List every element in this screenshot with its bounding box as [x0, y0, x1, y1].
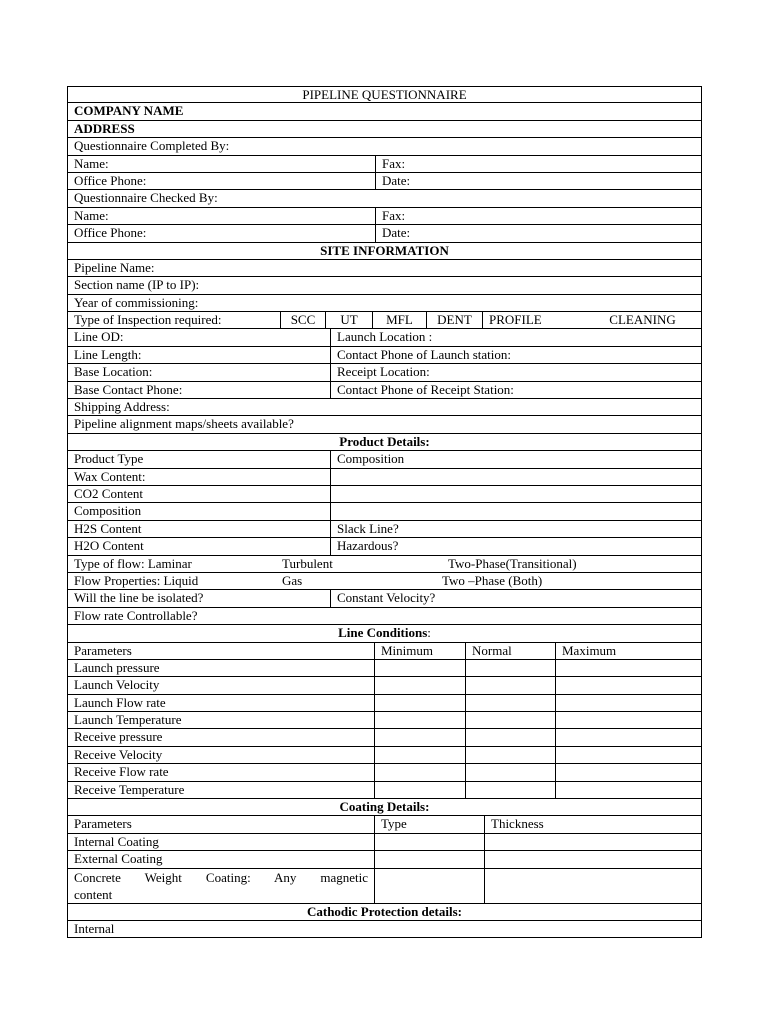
- contact-launch-field[interactable]: Contact Phone of Launch station:: [330, 347, 701, 363]
- flow-type-laminar[interactable]: Type of flow: Laminar: [74, 555, 192, 571]
- coating-col-parameters: Parameters: [74, 816, 132, 832]
- composition-row[interactable]: [67, 503, 702, 520]
- lc-param: Launch Flow rate: [74, 694, 166, 710]
- inspection-option-profile[interactable]: PROFILE: [482, 312, 584, 328]
- lc-max-cell[interactable]: [555, 764, 701, 780]
- concrete-weight-coating-label: [68, 869, 374, 903]
- coating-type-cell[interactable]: [374, 869, 484, 903]
- coating-param: External Coating: [74, 851, 163, 867]
- coating-header-row: [67, 816, 702, 833]
- lc-col-minimum: Minimum: [374, 643, 465, 659]
- checked-date-field[interactable]: Date:: [375, 225, 701, 241]
- lc-normal-cell[interactable]: [465, 764, 555, 780]
- completed-date-field[interactable]: Date:: [375, 173, 701, 189]
- site-info-heading-row: [67, 243, 702, 260]
- slack-line-field[interactable]: Slack Line?: [330, 521, 701, 537]
- wax-row[interactable]: [67, 469, 702, 486]
- lc-min-cell[interactable]: [374, 695, 465, 711]
- co2-blank-cell[interactable]: [330, 486, 701, 502]
- flow-properties-row[interactable]: [67, 573, 702, 590]
- inspection-type-row: [67, 312, 702, 329]
- lc-param: Receive Flow rate: [74, 764, 169, 780]
- base-contact-row[interactable]: [67, 382, 702, 399]
- base-location-field[interactable]: Base Location:: [74, 364, 153, 380]
- line-conditions-title: Line Conditions: [338, 625, 428, 641]
- table-row[interactable]: [67, 729, 702, 746]
- line-conditions-heading: [68, 625, 701, 641]
- lc-min-cell[interactable]: [374, 764, 465, 780]
- table-row[interactable]: [67, 782, 702, 799]
- lc-normal-cell[interactable]: [465, 782, 555, 798]
- lc-param: Launch Temperature: [74, 712, 182, 728]
- shipping-address-field[interactable]: Shipping Address:: [74, 399, 170, 415]
- flow-props-two-phase[interactable]: Two –Phase (Both): [442, 572, 543, 588]
- cathodic-internal-field[interactable]: Internal: [74, 920, 115, 936]
- cathodic-protection-heading: Cathodic Protection details:: [306, 903, 463, 919]
- company-name-row[interactable]: [67, 103, 702, 120]
- composition-header-field[interactable]: Composition: [330, 451, 701, 467]
- contact-receipt-field[interactable]: Contact Phone of Receipt Station:: [330, 382, 701, 398]
- lc-max-cell[interactable]: [555, 729, 701, 745]
- lc-param: Receive Velocity: [74, 746, 163, 762]
- h2o-row[interactable]: [67, 538, 702, 555]
- completed-by-phone-row[interactable]: [67, 173, 702, 190]
- form-title: PIPELINE QUESTIONNAIRE: [302, 87, 467, 102]
- pipeline-name-field[interactable]: Pipeline Name:: [74, 259, 155, 275]
- lc-col-maximum: Maximum: [555, 643, 701, 659]
- hazardous-field[interactable]: Hazardous?: [330, 538, 701, 554]
- checked-phone-field[interactable]: Office Phone:: [74, 225, 147, 241]
- flow-type-two-phase[interactable]: Two-Phase(Transitional): [448, 555, 577, 571]
- inspection-option-mfl[interactable]: MFL: [372, 312, 426, 328]
- isolated-field[interactable]: Will the line be isolated?: [74, 590, 204, 606]
- lc-max-cell[interactable]: [555, 677, 701, 693]
- concrete-coating-line1: Concrete Weight Coating: Any magnetic: [74, 869, 368, 885]
- lc-min-cell[interactable]: [374, 782, 465, 798]
- line-conditions-colon: :: [427, 625, 431, 641]
- coating-col-type: Type: [374, 816, 484, 832]
- table-row[interactable]: [67, 677, 702, 694]
- constant-velocity-field[interactable]: Constant Velocity?: [330, 590, 701, 606]
- checked-by-row: [67, 190, 702, 207]
- line-od-field[interactable]: Line OD:: [74, 329, 124, 345]
- coating-thickness-cell[interactable]: [484, 851, 701, 867]
- coating-thickness-cell[interactable]: [484, 869, 701, 903]
- table-row[interactable]: [67, 695, 702, 712]
- company-name-label: COMPANY NAME: [74, 103, 184, 119]
- lc-param: Receive Temperature: [74, 781, 185, 797]
- year-field[interactable]: Year of commissioning:: [74, 294, 199, 310]
- coating-param: Internal Coating: [74, 833, 159, 849]
- address-row[interactable]: [67, 121, 702, 138]
- shipping-row[interactable]: [67, 399, 702, 416]
- completed-by-name-row[interactable]: [67, 156, 702, 173]
- co2-content-field[interactable]: CO2 Content: [74, 485, 143, 501]
- coating-col-thickness: Thickness: [484, 816, 701, 832]
- lc-normal-cell[interactable]: [465, 677, 555, 693]
- h2s-content-field[interactable]: H2S Content: [74, 520, 142, 536]
- lc-max-cell[interactable]: [555, 747, 701, 763]
- lc-min-cell[interactable]: [374, 677, 465, 693]
- wax-content-field[interactable]: Wax Content:: [74, 468, 146, 484]
- table-row[interactable]: [67, 747, 702, 764]
- product-type-field[interactable]: Product Type: [74, 451, 144, 467]
- controllable-field[interactable]: Flow rate Controllable?: [74, 607, 198, 623]
- inspection-option-ut[interactable]: UT: [325, 312, 372, 328]
- lc-param: Launch Velocity: [74, 677, 160, 693]
- completed-name-field[interactable]: Name:: [74, 155, 109, 171]
- completed-phone-field[interactable]: Office Phone:: [74, 172, 147, 188]
- composition-field[interactable]: Composition: [74, 503, 142, 519]
- lc-min-cell[interactable]: [374, 729, 465, 745]
- pipeline-questionnaire-form: [67, 86, 702, 938]
- section-name-field[interactable]: Section name (IP to IP):: [74, 277, 200, 293]
- flow-props-gas[interactable]: Gas: [282, 572, 303, 588]
- coating-type-cell[interactable]: [374, 834, 484, 850]
- line-od-row[interactable]: [67, 329, 702, 346]
- h2o-content-field[interactable]: H2O Content: [74, 538, 144, 554]
- lc-param: Receive pressure: [74, 729, 163, 745]
- coating-type-cell[interactable]: [374, 851, 484, 867]
- concrete-coating-line2: content: [74, 886, 113, 902]
- flow-type-row[interactable]: [67, 556, 702, 573]
- table-row[interactable]: [67, 869, 702, 904]
- wax-blank-cell[interactable]: [330, 469, 701, 485]
- composition-blank-cell[interactable]: [330, 503, 701, 519]
- cathodic-heading-row: [67, 904, 702, 921]
- cathodic-internal-row[interactable]: [67, 921, 702, 938]
- completed-by-row: [67, 138, 702, 155]
- lc-max-cell[interactable]: [555, 660, 701, 676]
- h2s-row[interactable]: [67, 521, 702, 538]
- line-length-field[interactable]: Line Length:: [74, 346, 142, 362]
- completed-fax-field[interactable]: Fax:: [375, 156, 701, 172]
- product-type-row[interactable]: [67, 451, 702, 468]
- lc-max-cell[interactable]: [555, 712, 701, 728]
- co2-row[interactable]: [67, 486, 702, 503]
- product-details-heading: Product Details:: [339, 433, 430, 449]
- table-row[interactable]: [67, 834, 702, 851]
- site-info-heading: SITE INFORMATION: [320, 242, 449, 258]
- inspection-option-dent[interactable]: DENT: [426, 312, 482, 328]
- inspection-option-scc[interactable]: SCC: [280, 312, 325, 328]
- flow-props-liquid[interactable]: Flow Properties: Liquid: [74, 572, 199, 588]
- base-location-row[interactable]: [67, 364, 702, 381]
- title-row: [67, 86, 702, 103]
- product-heading-row: [67, 434, 702, 451]
- lc-normal-cell[interactable]: [465, 729, 555, 745]
- lc-max-cell[interactable]: [555, 782, 701, 798]
- checked-name-field[interactable]: Name:: [74, 207, 109, 223]
- lc-param: Launch pressure: [74, 659, 160, 675]
- lc-normal-cell[interactable]: [465, 660, 555, 676]
- checked-by-heading: Questionnaire Checked By:: [74, 190, 218, 206]
- launch-location-field[interactable]: Launch Location :: [330, 329, 701, 345]
- table-row[interactable]: [67, 764, 702, 781]
- year-row[interactable]: [67, 295, 702, 312]
- lc-min-cell[interactable]: [374, 660, 465, 676]
- lc-normal-cell[interactable]: [465, 747, 555, 763]
- pipeline-name-row[interactable]: [67, 260, 702, 277]
- controllable-row[interactable]: [67, 608, 702, 625]
- lc-normal-cell[interactable]: [465, 695, 555, 711]
- section-name-row[interactable]: [67, 277, 702, 294]
- coating-thickness-cell[interactable]: [484, 834, 701, 850]
- maps-row[interactable]: [67, 416, 702, 433]
- lc-min-cell[interactable]: [374, 747, 465, 763]
- lc-normal-cell[interactable]: [465, 712, 555, 728]
- lc-min-cell[interactable]: [374, 712, 465, 728]
- inspection-option-cleaning[interactable]: CLEANING: [609, 312, 676, 328]
- coating-heading-row: [67, 799, 702, 816]
- completed-by-heading: Questionnaire Completed By:: [74, 138, 230, 154]
- checked-by-name-row[interactable]: [67, 208, 702, 225]
- line-length-row[interactable]: [67, 347, 702, 364]
- alignment-maps-field[interactable]: Pipeline alignment maps/sheets available?: [74, 416, 294, 432]
- table-row[interactable]: [67, 660, 702, 677]
- coating-details-heading: Coating Details:: [339, 799, 430, 815]
- line-conditions-heading-row: [67, 625, 702, 642]
- inspection-type-label: Type of Inspection required:: [74, 312, 222, 328]
- checked-by-phone-row[interactable]: [67, 225, 702, 242]
- receipt-location-field[interactable]: Receipt Location:: [330, 364, 701, 380]
- base-contact-field[interactable]: Base Contact Phone:: [74, 381, 183, 397]
- lc-col-parameters: Parameters: [74, 642, 132, 658]
- table-row[interactable]: [67, 712, 702, 729]
- flow-type-turbulent[interactable]: Turbulent: [282, 555, 333, 571]
- table-row[interactable]: [67, 851, 702, 868]
- isolated-row[interactable]: [67, 590, 702, 607]
- lc-max-cell[interactable]: [555, 695, 701, 711]
- line-conditions-header-row: [67, 643, 702, 660]
- address-label: ADDRESS: [74, 120, 135, 136]
- checked-fax-field[interactable]: Fax:: [375, 208, 701, 224]
- lc-col-normal: Normal: [465, 643, 555, 659]
